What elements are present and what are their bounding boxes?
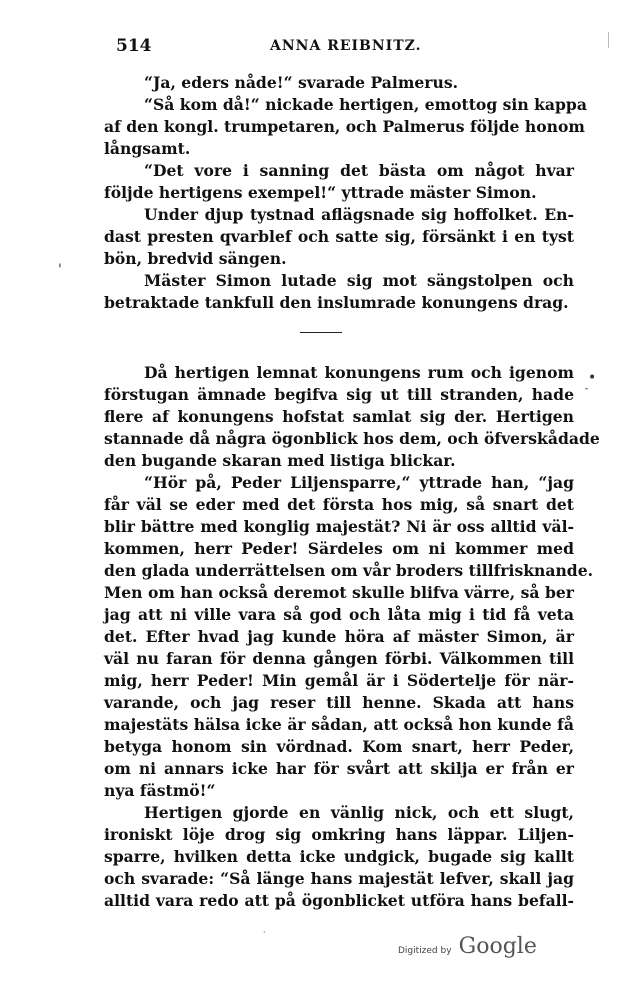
text-line: betraktade tankfull den inslumrade konungens drag.	[104, 293, 569, 312]
text-line: “Det vore i sanning det bästa om något hvar	[144, 161, 574, 180]
text-line: och svarade: “Så länge hans majestät lefver, skall jag	[104, 869, 574, 888]
text-line: Hertigen gjorde en vänlig nick, och ett slugt,	[144, 803, 574, 822]
text-line: den glada underrättelsen om vår broders tillfrisknande.	[104, 561, 594, 580]
text-line: sparre, hvilken detta icke undgick, bugade sig kallt	[104, 847, 574, 866]
text-line: varande, och jag reser till henne. Skada att hans	[104, 693, 574, 712]
digitized-label: Digitized by	[398, 946, 452, 956]
text-line: den bugande skaran med listiga blickar.	[104, 451, 456, 470]
digitized-by-google-badge	[398, 934, 537, 959]
text-line: af den kongl. trumpetaren, och Palmerus följde honom	[104, 117, 585, 136]
section-divider	[300, 332, 342, 333]
text-line: alltid vara redo att på ögonblicket utföra hans befall-	[104, 891, 574, 910]
text-line: långsamt.	[104, 139, 191, 158]
text-line: stannade då några ögonblick hos dem, och öfverskådade	[104, 429, 600, 448]
text-line: flere af konungens hofstat samlat sig der. Hertigen	[104, 407, 574, 426]
text-line: nya fästmö!“	[104, 781, 216, 800]
page-number: 514	[116, 36, 152, 56]
text-line: mig, herr Peder! Min gemål är i Södertelje för när-	[104, 671, 574, 690]
text-line: blir bättre med konglig majestät? Ni är oss alltid väl-	[104, 517, 574, 536]
text-line: dast presten qvarblef och satte sig, försänkt i en tyst	[104, 227, 574, 246]
text-line: “Så kom då!“ nickade hertigen, emottog sin kappa	[144, 95, 587, 114]
scan-speck-icon: ·	[263, 928, 266, 937]
margin-tick-icon: ˉ	[584, 388, 589, 399]
text-line: kommen, herr Peder! Särdeles om ni kommer med	[104, 539, 574, 558]
text-line: ironiskt löje drog sig omkring hans läppar. Liljen-	[104, 825, 574, 844]
text-line: följde hertigens exempel!“ yttrade mäster Simon.	[104, 183, 537, 202]
text-line: om ni annars icke har för svårt att skilja er från er	[104, 759, 574, 778]
margin-mark-icon: ꞌ	[58, 262, 62, 278]
text-line: betyga honom sin vördnad. Kom snart, herr Peder,	[104, 737, 574, 756]
text-line: Mäster Simon lutade sig mot sängstolpen och	[144, 271, 574, 290]
text-line: får väl se eder med det första hos mig, så snart det	[104, 495, 574, 514]
text-line: “Ja, eders nåde!“ svarade Palmerus.	[144, 73, 459, 92]
text-line: majestäts hälsa icke är sådan, att också hon kunde få	[104, 715, 574, 734]
text-line: jag att ni ville vara så god och låta mig i tid få veta	[104, 605, 574, 624]
page-header	[112, 36, 572, 60]
running-head: ANNA REIBNITZ.	[270, 38, 422, 54]
text-line: Då hertigen lemnat konungens rum och igenom	[144, 363, 574, 382]
google-logo: Google	[458, 934, 537, 959]
text-line: förstugan ämnade begifva sig ut till stranden, hade	[104, 385, 574, 404]
margin-dot-icon: •	[588, 370, 597, 386]
text-line: Under djup tystnad aflägsnade sig hoffolket. En-	[144, 205, 574, 224]
text-line: Men om han också deremot skulle blifva värre, så ber	[104, 583, 574, 602]
text-line: “Hör på, Peder Liljensparre,“ yttrade han, “jag	[144, 473, 574, 492]
text-block-bottom	[104, 362, 600, 912]
text-line: bön, bredvid sängen.	[104, 249, 287, 268]
text-line: väl nu faran för denna gången förbi. Välkommen till	[104, 649, 574, 668]
text-block-top	[104, 72, 587, 314]
scan-edge-mark	[608, 32, 609, 48]
text-line: det. Efter hvad jag kunde höra af mäster Simon, är	[104, 627, 574, 646]
